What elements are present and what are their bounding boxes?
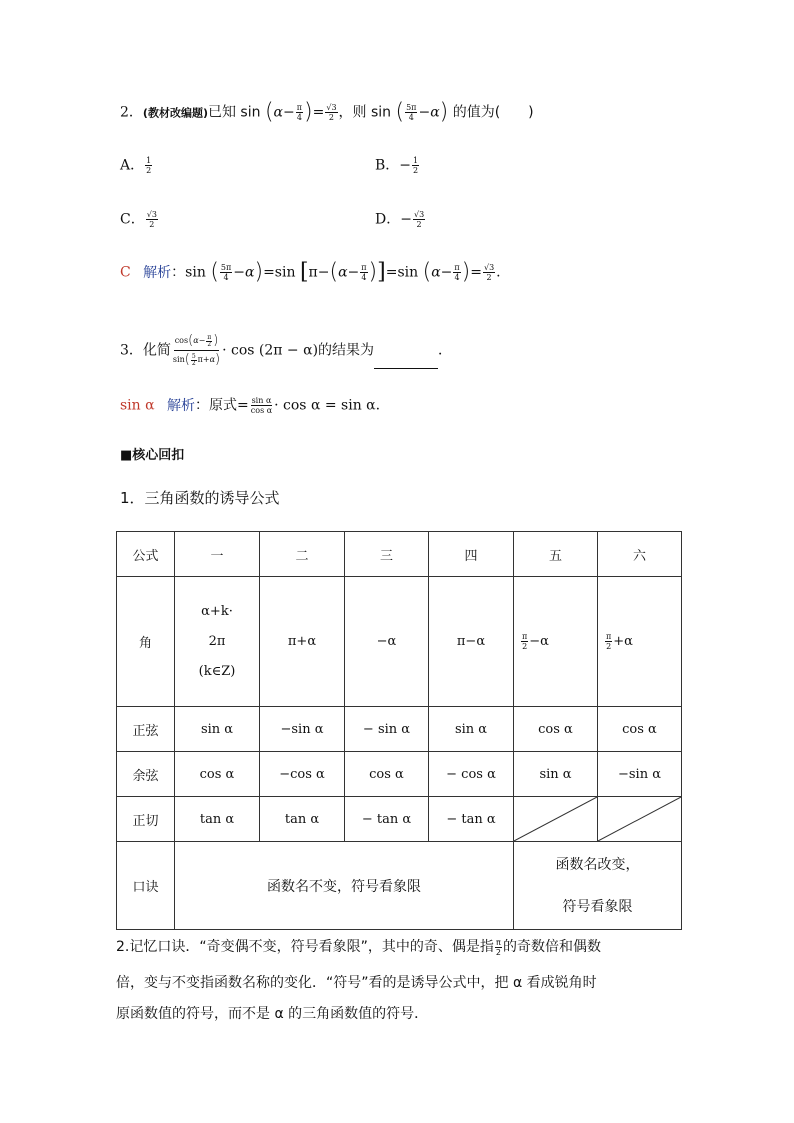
item-2-line-3: 原函数值的符号，而不是 α 的三角函数值的符号． bbox=[116, 1006, 429, 1022]
table-cell: − cos α bbox=[429, 752, 514, 797]
table-cell: sin α bbox=[514, 752, 598, 797]
question-text-then: ，则 sin bbox=[338, 104, 392, 121]
table-row-tangent bbox=[117, 797, 682, 842]
table-header: 五 bbox=[514, 532, 598, 577]
table-cell: −cos α bbox=[260, 752, 345, 797]
table-header: 二 bbox=[260, 532, 345, 577]
row-label: 正弦 bbox=[117, 707, 175, 752]
analysis-label: 解析 bbox=[167, 397, 196, 414]
table-header: 六 bbox=[598, 532, 682, 577]
table-cell: − tan α bbox=[429, 797, 514, 842]
question-2: 2．(教材改编题)已知 sin (α− $\frac{\pi}{4}$ )= $\frac{√3}{2}$ ，则 sin ( $\frac{5\pi}{4}$ −α) 的值为( ) bbox=[120, 99, 534, 125]
table-cell: cos α bbox=[175, 752, 260, 797]
table-cell: sin α bbox=[429, 707, 514, 752]
paren: ( bbox=[264, 99, 274, 125]
question-text-value: 的值为( ) bbox=[452, 104, 534, 121]
fraction-5pi-4: $\frac{5\pi}{4}$ bbox=[406, 103, 417, 122]
question-number: 3． bbox=[120, 342, 143, 359]
row-label: 角 bbox=[117, 577, 175, 707]
answer-letter: C bbox=[120, 264, 131, 281]
table-cell: tan α bbox=[175, 797, 260, 842]
angle-cell: $\frac{\pi}{2}$ +α bbox=[598, 577, 682, 707]
q3-answer: sin α 解析：原式= $\frac{\text{sin α}}{\text{cos α}}$ · cos α = sin α. bbox=[120, 396, 381, 415]
fraction-pi-4: $\frac{\pi}{4}$ bbox=[296, 103, 303, 122]
question-text: 已知 sin bbox=[207, 104, 261, 121]
table-header: 四 bbox=[429, 532, 514, 577]
table-cell: sin α bbox=[175, 707, 260, 752]
option-d: D．− $\frac{√3}{2}$ bbox=[375, 210, 425, 229]
angle-cell: −α bbox=[345, 577, 429, 707]
math-alpha: α bbox=[273, 104, 284, 121]
empty-diagonal-cell bbox=[514, 797, 598, 842]
table-header: 三 bbox=[345, 532, 429, 577]
table-row-cosine bbox=[117, 752, 682, 797]
question-3: 3．化简 cos(α− $\frac{\pi}{2}$ ) sin( $\frac{5}{2}$ π+α) · cos (2π − α)的结果为 ． bbox=[120, 333, 453, 367]
table-row-angle bbox=[117, 577, 682, 707]
mnemonic-left: 函数名不变，符号看象限 bbox=[175, 842, 514, 930]
table-cell: −sin α bbox=[598, 752, 682, 797]
table-cell: cos α bbox=[514, 707, 598, 752]
question-text: 化简 bbox=[142, 342, 171, 359]
question-number: 2． bbox=[120, 104, 143, 121]
table-row-mnemonic bbox=[117, 842, 682, 930]
row-label: 余弦 bbox=[117, 752, 175, 797]
table-cell: tan α bbox=[260, 797, 345, 842]
table-cell: − tan α bbox=[345, 797, 429, 842]
option-c: C． $\frac{√3}{2}$ bbox=[120, 210, 157, 229]
analysis-label: 解析 bbox=[143, 264, 172, 281]
induction-formula-table bbox=[116, 531, 682, 930]
section-heading: ■核心回扣 bbox=[120, 448, 185, 463]
math-minus: − bbox=[283, 104, 295, 121]
table-cell: cos α bbox=[598, 707, 682, 752]
angle-cell: $\frac{\pi}{2}$ −α bbox=[514, 577, 598, 707]
fraction-sqrt3-2: $\frac{√3}{2}$ bbox=[326, 103, 337, 122]
answer-text: sin α bbox=[120, 397, 155, 414]
angle-cell: π+α bbox=[260, 577, 345, 707]
mnemonic-right: 函数名改变， 符号看象限 bbox=[514, 842, 682, 930]
q2-answer: C 解析：sin ( $\frac{5\pi}{4}$ −α)=sin [π−(α− $\frac{\pi}{4}$ )]=sin (α− $\frac{\pi}{4}$ )= $\frac{√3}{2}$ . bbox=[120, 259, 501, 285]
diagonal-line bbox=[514, 797, 597, 841]
simplify-fraction: cos(α− $\frac{\pi}{2}$ ) sin( $\frac{5}{2}$ π+α) bbox=[172, 333, 221, 367]
option-b: B．− $\frac{1}{2}$ bbox=[375, 156, 419, 175]
row-label: 口诀 bbox=[117, 842, 175, 930]
answer-blank[interactable] bbox=[374, 354, 438, 369]
item-2-line-1: 2.记忆口诀．“奇变偶不变，符号看象限”，其中的奇、偶是指 $\frac{\pi}{2}$ 的奇数倍和偶数 bbox=[116, 937, 601, 957]
table-header: 一 bbox=[175, 532, 260, 577]
table-row-sine bbox=[117, 707, 682, 752]
diagonal-line bbox=[598, 797, 681, 841]
angle-cell: α+k· 2π (k∈Z) bbox=[175, 577, 260, 707]
item-2-line-2: 倍，变与不变指函数名称的变化．“符号”看的是诱导公式中，把 α 看成锐角时 bbox=[116, 975, 597, 991]
table-cell: −sin α bbox=[260, 707, 345, 752]
empty-diagonal-cell bbox=[598, 797, 682, 842]
angle-cell: π−α bbox=[429, 577, 514, 707]
row-label: 正切 bbox=[117, 797, 175, 842]
option-a: A． $\frac{1}{2}$ bbox=[120, 156, 152, 175]
question-source-tag: (教材改编题) bbox=[142, 106, 208, 120]
item-1-title: 1．三角函数的诱导公式 bbox=[120, 489, 280, 507]
math-eq: = bbox=[312, 104, 325, 121]
table-cell: cos α bbox=[345, 752, 429, 797]
table-cell: − sin α bbox=[345, 707, 429, 752]
table-corner: 公式 bbox=[117, 532, 175, 577]
